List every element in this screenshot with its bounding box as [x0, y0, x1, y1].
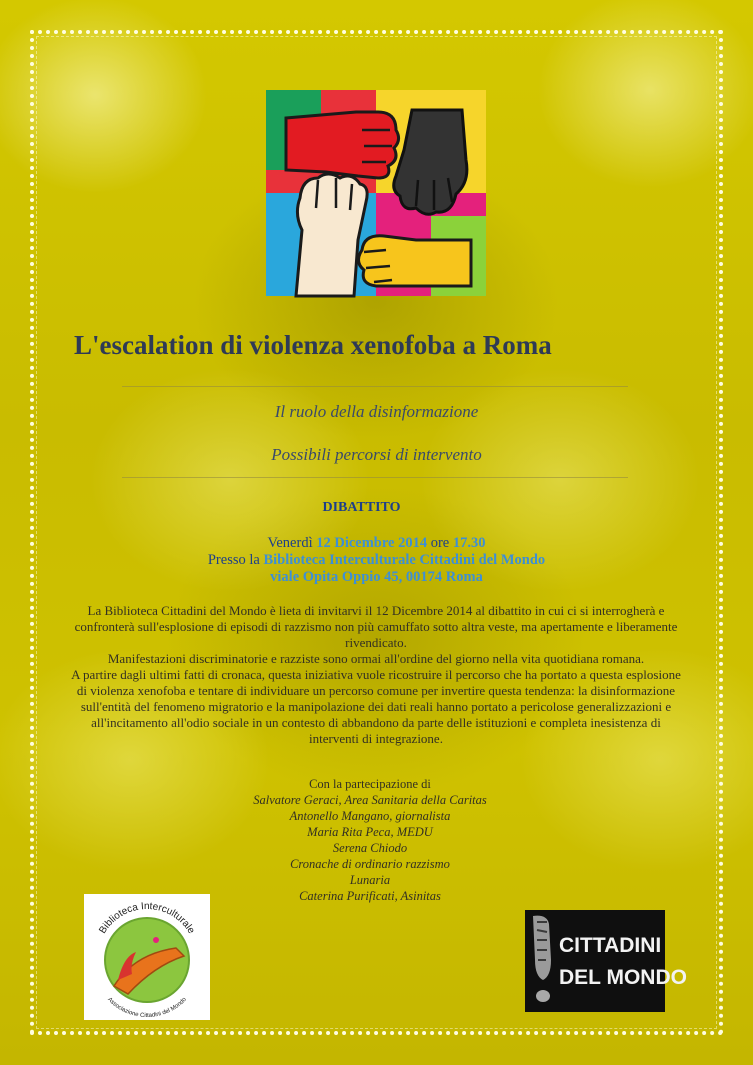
subtitle-interventions: Possibili percorsi di intervento [271, 445, 482, 464]
description-paragraph: A partire dagli ultimi fatti di cronaca, questa iniziativa vuole ricostruire il percorso che ha portato a questa esplosione di violenza xenofoba e tentare di individuare un percorso comune per invertire questa tendenza: la disinformazione sull'entità del fenomeno migratorio e la manipolazione dei dati reali hanno portato a pericolose generalizzazioni e all'incitamento all'odio sociale in un contesto di abbandono da parte delle istituzioni e completa inesistenza di interventi di integrazione. [71, 667, 681, 746]
logo-left-bottom-text: Associazione Cittadini del Mondo [106, 996, 188, 1020]
venue-name: Biblioteca Interculturale Cittadini del Mondo [263, 552, 546, 568]
participants-list [210, 776, 530, 904]
event-type-label: DIBATTITO [322, 500, 401, 515]
venue-prefix: Presso la [207, 552, 264, 568]
participant-item: Caterina Purificati, Asinitas [299, 889, 441, 903]
event-description [66, 603, 686, 747]
participants-label: Con la partecipazione di [309, 777, 431, 791]
participant-item: Antonello Mangano, giornalista [289, 809, 451, 823]
event-venue [0, 552, 753, 569]
event-title: L'escalation di violenza xenofoba a Roma [74, 330, 552, 360]
date-prefix: Venerdì [267, 535, 317, 551]
divider-bottom [122, 477, 628, 478]
divider-top [122, 386, 628, 387]
subtitle-disinformation: Il ruolo della disinformazione [274, 402, 479, 421]
logo-right-line-2: DEL MONDO [559, 966, 687, 989]
participant-item: Serena Chiodo [332, 841, 408, 855]
event-date: 12 Dicembre 2014 [316, 535, 428, 551]
participant-item: Maria Rita Peca, MEDU [307, 825, 433, 839]
description-paragraph: La Biblioteca Cittadini del Mondo è lieta di invitarvi il 12 Dicembre 2014 al dibattito in cui ci si interrogherà e confronterà sull'esplosione di episodi di razzismo non più camuffato sotto altra veste, ma apertamente e liberamente rivendicato. [74, 603, 678, 650]
biblioteca-interculturale-logo [84, 894, 210, 1020]
cittadini-del-mondo-logo [525, 910, 687, 1012]
logo-right-line-1: CITTADINI [559, 934, 662, 957]
fists-illustration [266, 90, 486, 296]
event-details [0, 535, 753, 586]
participant-item: Cronache di ordinario razzismo [290, 857, 450, 871]
logo-left-top-text: Biblioteca Interculturale [97, 901, 197, 936]
venue-address: viale Opita Oppio 45, 00174 Roma [270, 569, 483, 585]
event-datetime [0, 535, 753, 552]
participant-item: Salvatore Geraci, Area Sanitaria della Caritas [253, 793, 487, 807]
participant-item: Lunaria [349, 873, 391, 887]
event-time: 17.30 [452, 535, 486, 551]
description-paragraph: Manifestazioni discriminatorie e razziste sono ormai all'ordine del giorno nella vita quotidiana romana. [107, 651, 645, 666]
time-prefix: ore [427, 535, 453, 551]
